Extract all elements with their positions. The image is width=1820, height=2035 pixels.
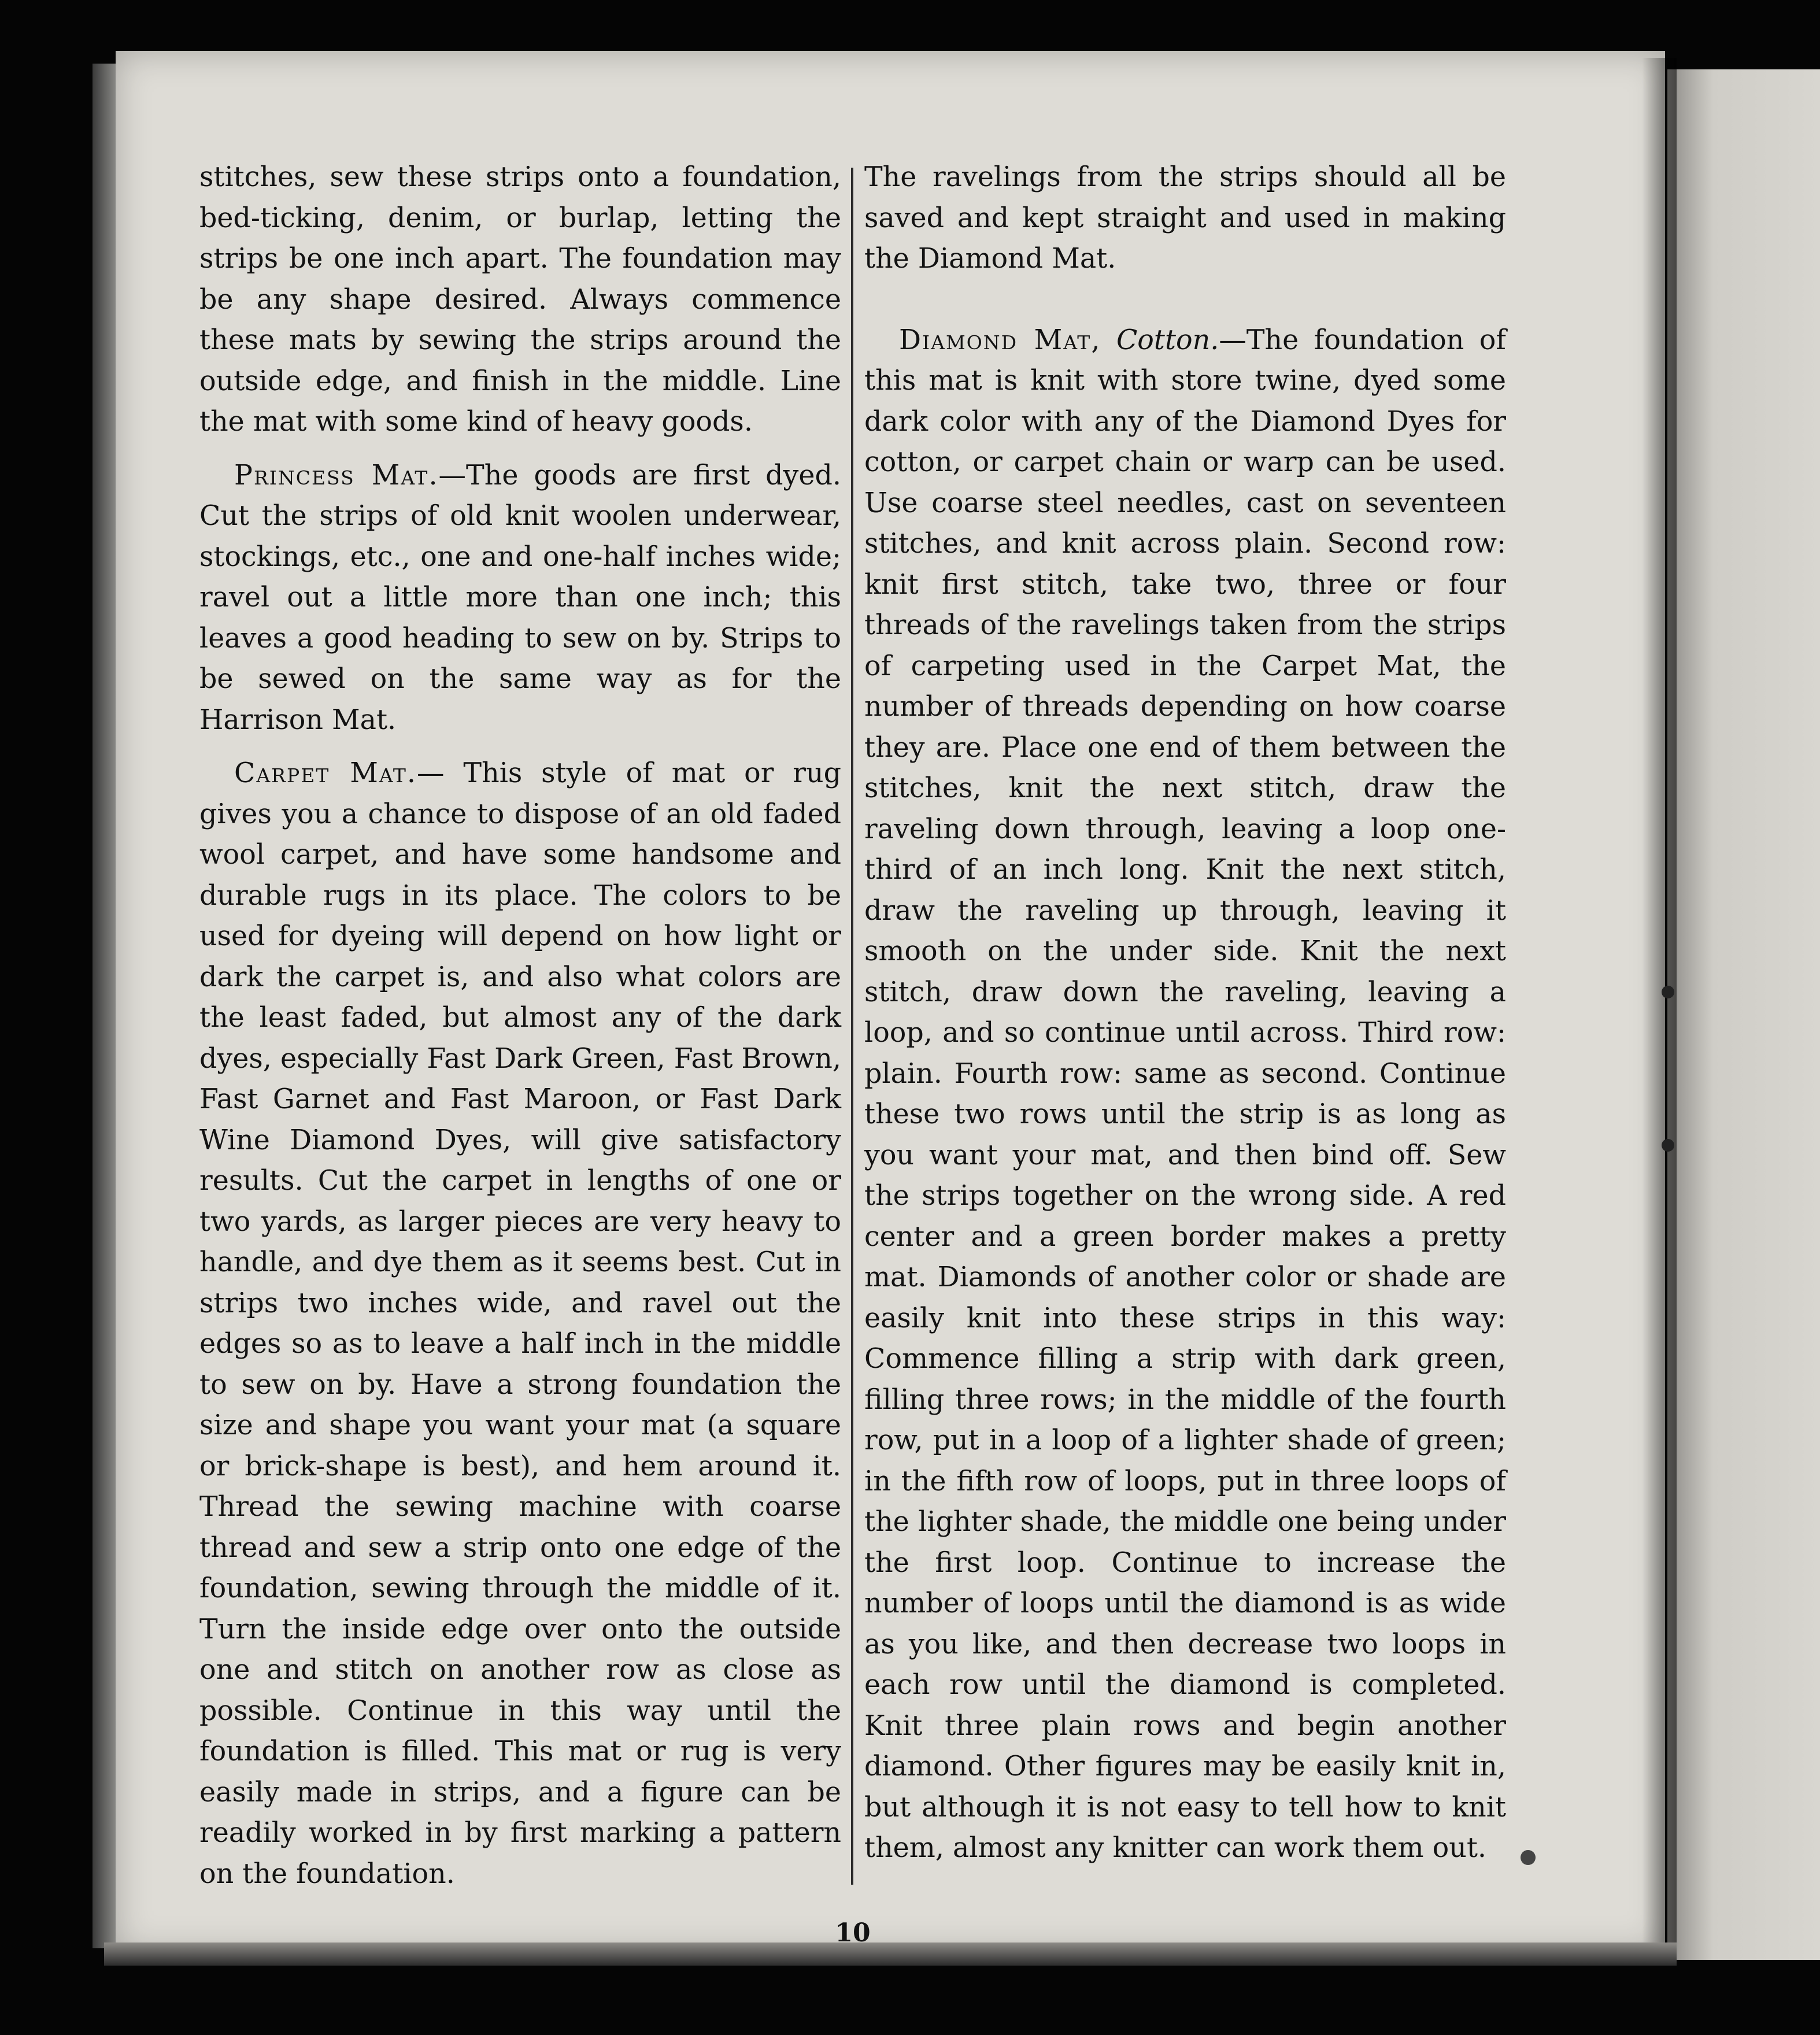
paragraph-princess-mat xyxy=(199,456,841,741)
ink-spot-decoration xyxy=(1662,986,1674,998)
page-number: 10 xyxy=(835,1918,871,1948)
paragraph-ravelings: The ravelings from the strips should all be saved and kept straight and used in making the Diamond Mat. xyxy=(864,161,1506,275)
diamond-mat-body: —The foundation of this mat is knit with store twine, dyed some dark color with any of the Diamond Dyes for cotton, or carpet chain or warp can be used. Use coarse steel needles, cast on seventeen stitches, and knit across plain. Second row: knit first stitch, take two, three or four threads of the ravelings taken from the strips of carpeting used in the Carpet Mat, the number of threads depending on how coarse they are. Place one end of them between the stitches, knit the next stitch, draw the raveling down through, leaving a loop one-third of an inch long. Knit the next stitch, draw the raveling up through, leaving it smooth on the under side. Knit the next stitch, draw down the raveling, leaving a loop, and so continue until across. Third row: plain. Fourth row: same as second. Continue these two rows until the strip is as long as you want your mat, and then bind off. Sew the strips together on the wrong side. A red center and a green border makes a pretty mat. Diamonds of another color or shade are easily knit into these strips in this way: Commence filling a strip with dark green, filling three rows; in the middle of the fourth row, put in a loop of a lighter shade of green; in the fifth row of loops, put in three loops of the lighter shade, the middle one being under the first loop. Continue to increase the number of loops until the diamond is as wide as you like, and then decrease two loops in each row until the diamond is completed. Knit three plain rows and begin another diamond. Other figures may be easily knit in, but although it is not easy to tell how to knit them, almost any knitter can work them out. xyxy=(864,324,1506,1864)
paragraph-foundation-continued: stitches, sew these strips onto a foundation, bed-ticking, denim, or burlap, letting the strips be one inch apart. The foundation may be any shape desired. Always commence these mats by sewing the strips around the outside edge, and finish in the middle. Line the mat with some kind of heavy goods. xyxy=(199,161,841,438)
left-column xyxy=(199,157,841,1895)
princess-mat-body: —The goods are first dyed. Cut the strips of old knit woolen underwear, stockings, etc., one and one-half inches wide; ravel out a little more than one inch; this leaves a good heading to sew on by. Strips to be sewed on the same way as for the Harrison Mat. xyxy=(199,459,841,736)
column-divider xyxy=(851,168,853,1885)
section-heading-diamond-mat: Diamond Mat, xyxy=(899,324,1101,356)
section-heading-princess-mat: Princess Mat. xyxy=(234,459,439,491)
section-heading-carpet-mat: Carpet Mat. xyxy=(234,757,417,789)
facing-page-edge xyxy=(1667,69,1820,1960)
right-column xyxy=(864,157,1506,1869)
page-bottom-edge xyxy=(104,1942,1677,1966)
paragraph-diamond-mat xyxy=(864,320,1506,1869)
carpet-mat-body: — This style of mat or rug gives you a chance to dispose of an old faded wool carpet, and have some handsome and durable rugs in its place. The colors to be used for dyeing will depend on how light or dark the carpet is, and also what colors are the least faded, but almost any of the dark dyes, especially Fast Dark Green, Fast Brown, Fast Garnet and Fast Maroon, or Fast Dark Wine Diamond Dyes, will give satisfactory results. Cut the carpet in lengths of one or two yards, as larger pieces are very heavy to handle, and dye them as it seems best. Cut in strips two inches wide, and ravel out the edges so as to leave a half inch in the middle to sew on by. Have a strong foundation the size and shape you want your mat (a square or brick-shape is best), and hem around it. Thread the sewing machine with coarse thread and sew a strip onto one edge of the foundation, sewing through the middle of it. Turn the inside edge over onto the outside one and stitch on another row as close as possible. Continue in this way until the foundation is filled. This mat or rug is very easily made in strips, and a figure can be readily worked in by first marking a pattern on the foundation. xyxy=(199,757,842,1890)
gutter-shadow xyxy=(1642,58,1677,1966)
section-heading-diamond-mat-material: Cotton. xyxy=(1116,324,1219,356)
ink-spot-decoration xyxy=(1662,1139,1674,1152)
paragraph-carpet-mat xyxy=(199,753,841,1895)
ink-spot-decoration xyxy=(1521,1850,1536,1865)
